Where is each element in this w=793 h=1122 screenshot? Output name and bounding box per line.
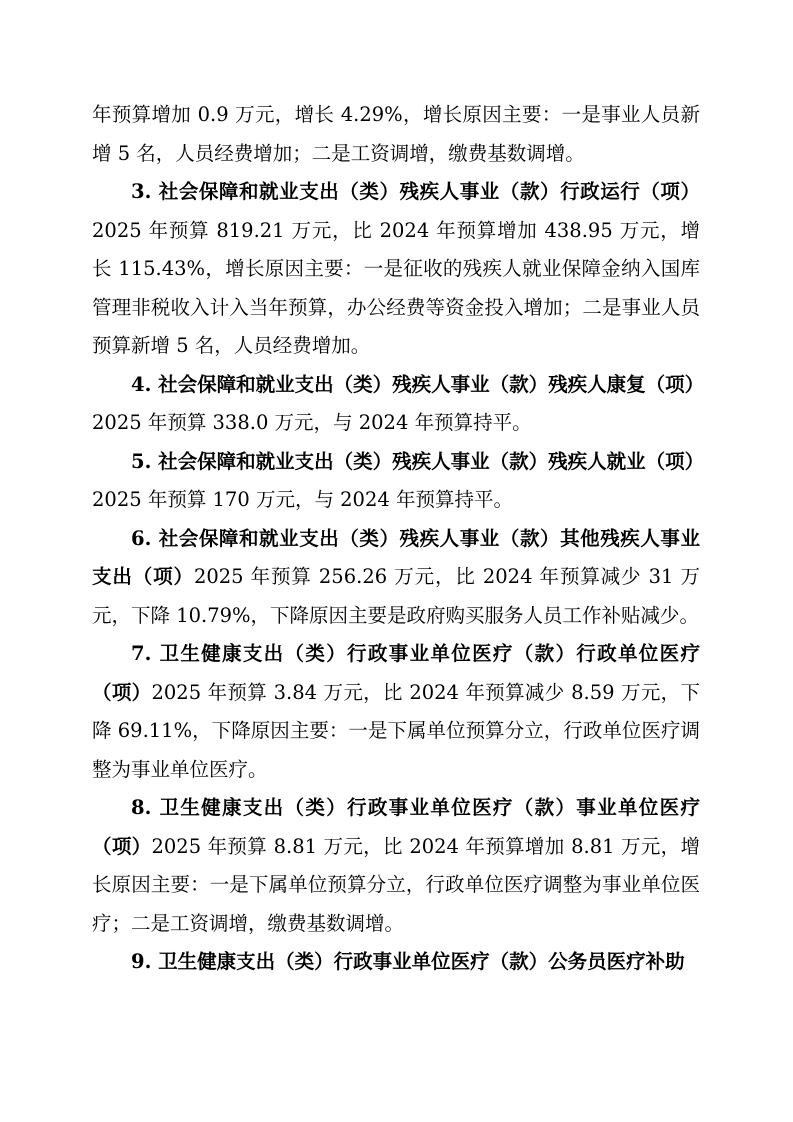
paragraph-item-8 xyxy=(92,789,700,943)
document-body xyxy=(92,96,705,982)
item-heading: 3. 社会保障和就业支出（类）残疾人事业（款）行政运行（项） xyxy=(131,180,700,203)
paragraph-item-7 xyxy=(92,635,700,789)
item-heading: 6. 社会保障和就业支出（类）残疾人事业（款）其他残疾人事业支出（项） xyxy=(92,526,700,588)
item-heading: 8. 卫生健康支出（类）行政事业单位医疗（款）事业单位医疗（项） xyxy=(92,796,700,858)
paragraph-text: 2025 年预算 3.84 万元，比 2024 年预算减少 8.59 万元，下降 69.11%，下降原因主要：一是下属单位预算分立，行政单位医疗调整为事业单位医疗。 xyxy=(92,680,700,781)
item-heading: 4. 社会保障和就业支出（类）残疾人事业（款）残疾人康复（项） xyxy=(131,372,705,396)
paragraph-item-9 xyxy=(92,943,700,982)
paragraph-text: 2025 年预算 170 万元，与 2024 年预算持平。 xyxy=(92,488,513,511)
paragraph-item-5 xyxy=(92,443,705,520)
paragraph-text: 年预算增加 0.9 万元，增长 4.29%，增长原因主要：一是事业人员新增 5 名，人员经费增加；二是工资调增，缴费基数调增。 xyxy=(92,103,700,165)
paragraph-continuation xyxy=(92,96,700,173)
item-heading: 7. 卫生健康支出（类）行政事业单位医疗（款）行政单位医疗（项） xyxy=(92,642,700,704)
paragraph-item-4 xyxy=(92,366,705,443)
item-heading: 5. 社会保障和就业支出（类）残疾人事业（款）残疾人就业（项） xyxy=(131,449,705,473)
paragraph-text: 2025 年预算 338.0 万元，与 2024 年预算持平。 xyxy=(92,411,532,434)
paragraph-text: 2025 年预算 256.26 万元，比 2024 年预算减少 31 万元，下降 10.79%，下降原因主要是政府购买服务人员工作补贴减少。 xyxy=(92,565,700,627)
paragraph-item-3 xyxy=(92,173,700,366)
paragraph-text: 2025 年预算 8.81 万元，比 2024 年预算增加 8.81 万元，增长原因主要：一是下属单位预算分立，行政单位医疗调整为事业单位医疗；二是工资调增，缴费基数调增。 xyxy=(92,834,700,935)
paragraph-text: 2025 年预算 819.21 万元，比 2024 年预算增加 438.95 万元，增长 115.43%，增长原因主要：一是征收的残疾人就业保障金纳入国库管理非税收入计入当年预算，办公经费等资金投入增加；二是事业人员预算新增 5 名，人员经费增加。 xyxy=(92,218,700,357)
item-heading: 9. 卫生健康支出（类）行政事业单位医疗（款）公务员医疗补助 xyxy=(131,950,685,973)
paragraph-item-6 xyxy=(92,520,700,636)
